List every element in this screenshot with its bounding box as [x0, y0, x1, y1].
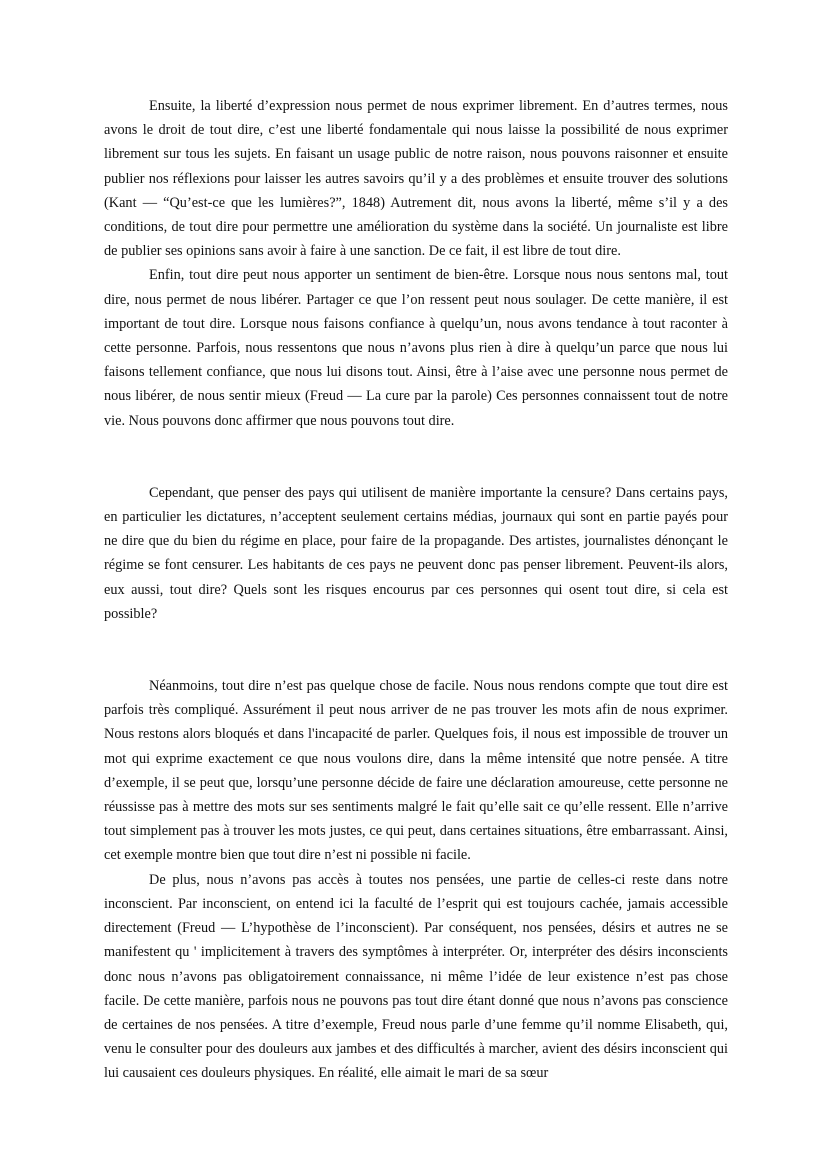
- paragraph-freedom-of-expression: Ensuite, la liberté d’expression nous permet de nous exprimer librement. En d’autres termes, nous avons le droit de tout dire, c’est une liberté fondamentale qui nous laisse la possibilité de nous exprimer librement sur tous les sujets. En faisant un usage public de notre raison, nous pouvons raisonner et ensuite publier nos réflexions pour laisser les autres savoirs qu’il y a des problèmes et ensuite trouver des solutions (Kant — “Qu’est-ce que les lumières?”, 1848) Autrement dit, nous avons la liberté, même s’il y a des conditions, de tout dire pour permettre une amélioration du système dans la société. Un journaliste est libre de publier ses opinions sans avoir à faire à une sanction. De ce fait, il est libre de tout dire.: [104, 98, 728, 260]
- paragraph-well-being: Enfin, tout dire peut nous apporter un sentiment de bien-être. Lorsque nous nous sentons mal, tout dire, nous permet de nous libérer. Partager ce que l’on ressent peut nous soulager. De cette manière, il est important de tout dire. Lorsque nous faisons confiance à quelqu’un, nous avons tendance à tout raconter à cette personne. Parfois, nous ressentons que nous n’avons plus rien à dire à quelqu’un parce que nous lui faisons tellement confiance, que nous lui disons tout. Ainsi, être à l’aise avec une personne nous permet de nous libérer, de nous sentir mieux (Freud — La cure par la parole) Ces personnes connaissent tout de notre vie. Nous pouvons donc affirmer que nous pouvons tout dire.: [104, 267, 728, 429]
- paragraph-censorship: Cependant, que penser des pays qui utilisent de manière importante la censure? Dans certains pays, en particulier les dictatures, n’acceptent seulement certains médias, journaux qui sont en partie payés pour ne dire que du bien du régime en place, pour faire de la propagande. Des artistes, journalistes dénonçant le régime se font censurer. Les habitants de ces pays ne peuvent donc pas penser librement. Peuvent-ils alors, eux aussi, tout dire? Quels sont les risques encourus par ces personnes qui osent tout dire, si cela est possible?: [104, 484, 728, 622]
- section-spacer: [104, 433, 728, 481]
- paragraph-unconscious: De plus, nous n’avons pas accès à toutes nos pensées, une partie de celles-ci reste dans notre inconscient. Par inconscient, on entend ici la faculté de l’esprit qui est toujours cachée, jamais accessible directement (Freud — L’hypothèse de l’inconscient). Par conséquent, nos pensées, désirs et autres ne se manifestent qu ' implicitement à travers des symptômes à interpréter. Or, interpréter des désirs inconscients donc nous n’avons pas obligatoirement connaissance, ni même l’idée de leur existence n’est pas chose facile. De cette manière, parfois nous ne pouvons pas tout dire étant donné que nous n’avons pas conscience de certaines de nos pensées. A titre d’exemple, Freud nous parle d’une femme qu’il nomme Elisabeth, qui, venu le consulter pour des douleurs aux jambes et des difficultés à marcher, avient des désirs inconscient qui lui causaient ces douleurs physiques. En réalité, elle aimait le mari de sa sœur: [104, 871, 728, 1082]
- paragraph-difficulty: Néanmoins, tout dire n’est pas quelque chose de facile. Nous nous rendons compte que tout dire est parfois très compliqué. Assurément il peut nous arriver de ne pas trouver les mots afin de nous exprimer. Nous restons alors bloqués et dans l'incapacité de parler. Quelques fois, il nous est impossible de trouver un mot qui exprime exactement ce que nous voulons dire, dans la même intensité que notre pensée. A titre d’exemple, il se peut que, lorsqu’une personne décide de faire une déclaration amoureuse, cette personne ne réussisse pas à mettre des mots sur ses sentiments malgré le fait qu’elle sait ce qu’elle ressent. Elle n’arrive tout simplement pas à trouver les mots justes, ce qui peut, dans certaines situations, être embarrassant. Ainsi, cet exemple montre bien que tout dire n’est ni possible ni facile.: [104, 678, 728, 864]
- section-spacer: [104, 626, 728, 674]
- document-body: [104, 94, 728, 1086]
